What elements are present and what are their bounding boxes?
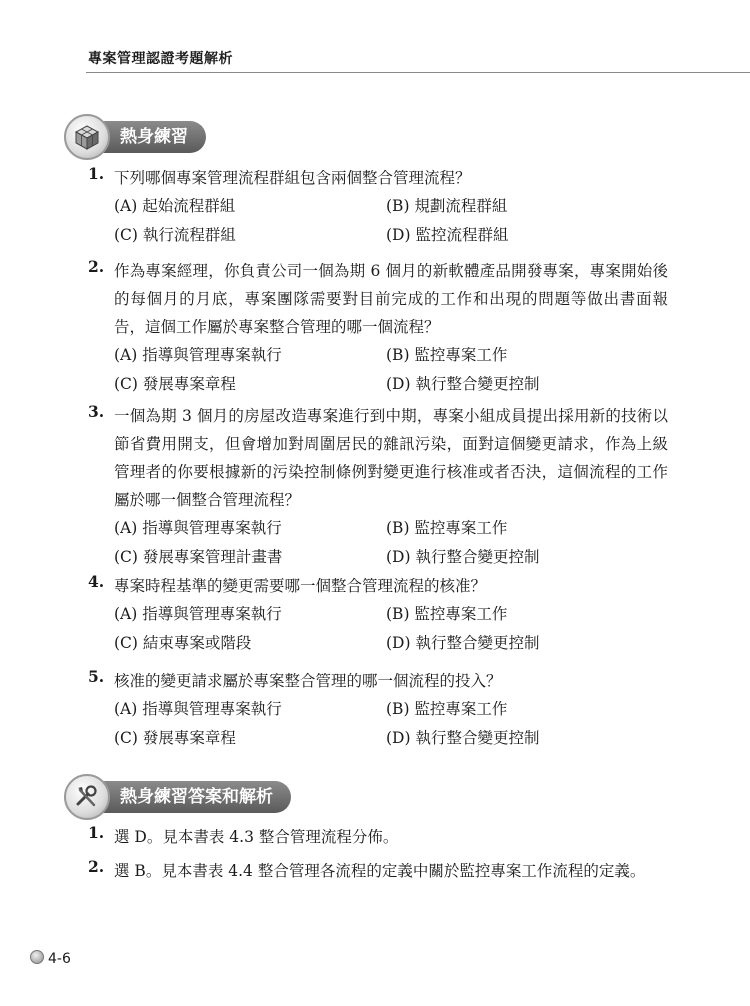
question-number: 5. <box>88 667 105 686</box>
option-c: (C) 執行流程群組 <box>114 226 236 244</box>
answer-number: 2. <box>88 857 105 876</box>
option-b: (B) 規劃流程群組 <box>386 197 508 215</box>
question-text: 下列哪個專案管理流程群組包含兩個整合管理流程？ <box>114 169 471 187</box>
option-a: (A) 指導與管理專案執行 <box>114 346 282 364</box>
question-2 <box>88 257 668 399</box>
option-c: (C) 發展專案章程 <box>114 375 236 393</box>
option-b: (B) 監控專案工作 <box>386 605 508 623</box>
option-grid <box>114 192 668 250</box>
option-grid <box>114 695 668 753</box>
question-text: 作為專案經理，你負責公司一個為期 6 個月的新軟體產品開發專案，專案開始後的每個月的月底，專案團隊需要對目前完成的工作和出現的問題等做出書面報告，這個工作屬於專案整合管理的哪一個流程？ <box>114 262 668 336</box>
running-header: 專案管理認證考題解析 <box>88 51 233 67</box>
tools-icon <box>64 774 110 820</box>
option-grid <box>114 341 668 399</box>
option-c: (C) 發展專案章程 <box>114 729 236 747</box>
option-a: (A) 指導與管理專案執行 <box>114 605 282 623</box>
option-a: (A) 起始流程群組 <box>114 197 236 215</box>
answer-2 <box>88 857 668 885</box>
header-rule <box>86 72 750 73</box>
question-1 <box>88 164 668 250</box>
question-text: 一個為期 3 個月的房屋改造專案進行到中期，專案小組成員提出採用新的技術以節省費用開支，但會增加對周圍居民的雜訊污染，面對這個變更請求，作為上級管理者的你要根據新的污染控制條例對變更進行核准或者否決，這個流程的工作屬於哪一個整合管理流程？ <box>114 407 668 509</box>
option-b: (B) 監控專案工作 <box>386 346 508 364</box>
page-number <box>30 950 71 967</box>
page-number-text: 4-6 <box>48 951 71 967</box>
answer-text: 選 B。見本書表 4.4 整合管理各流程的定義中關於監控專案工作流程的定義。 <box>114 862 646 880</box>
option-a: (A) 指導與管理專案執行 <box>114 519 282 537</box>
answer-1 <box>88 823 668 851</box>
option-b: (B) 監控專案工作 <box>386 700 508 718</box>
question-number: 1. <box>88 164 105 183</box>
page-marker-icon <box>30 950 44 964</box>
answer-text: 選 D。見本書表 4.3 整合管理流程分佈。 <box>114 828 399 846</box>
option-grid <box>114 600 668 658</box>
question-text: 專案時程基準的變更需要哪一個整合管理流程的核准？ <box>114 577 487 595</box>
option-d: (D) 執行整合變更控制 <box>386 729 540 747</box>
option-d: (D) 執行整合變更控制 <box>386 375 540 393</box>
question-number: 4. <box>88 572 105 591</box>
option-grid <box>114 514 668 572</box>
answer-number: 1. <box>88 823 105 842</box>
warmup-title: 熱身練習 <box>92 121 206 153</box>
question-3 <box>88 402 668 572</box>
option-d: (D) 執行整合變更控制 <box>386 634 540 652</box>
option-d: (D) 執行整合變更控制 <box>386 548 540 566</box>
question-number: 2. <box>88 257 105 276</box>
option-b: (B) 監控專案工作 <box>386 519 508 537</box>
option-c: (C) 發展專案管理計畫書 <box>114 548 283 566</box>
question-5 <box>88 667 668 753</box>
question-4 <box>88 572 668 658</box>
answers-title: 熱身練習答案和解析 <box>92 781 291 813</box>
option-d: (D) 監控流程群組 <box>386 226 509 244</box>
question-text: 核准的變更請求屬於專案整合管理的哪一個流程的投入？ <box>114 672 502 690</box>
option-a: (A) 指導與管理專案執行 <box>114 700 282 718</box>
cube-icon <box>64 114 110 160</box>
question-number: 3. <box>88 402 105 421</box>
option-c: (C) 結束專案或階段 <box>114 634 252 652</box>
